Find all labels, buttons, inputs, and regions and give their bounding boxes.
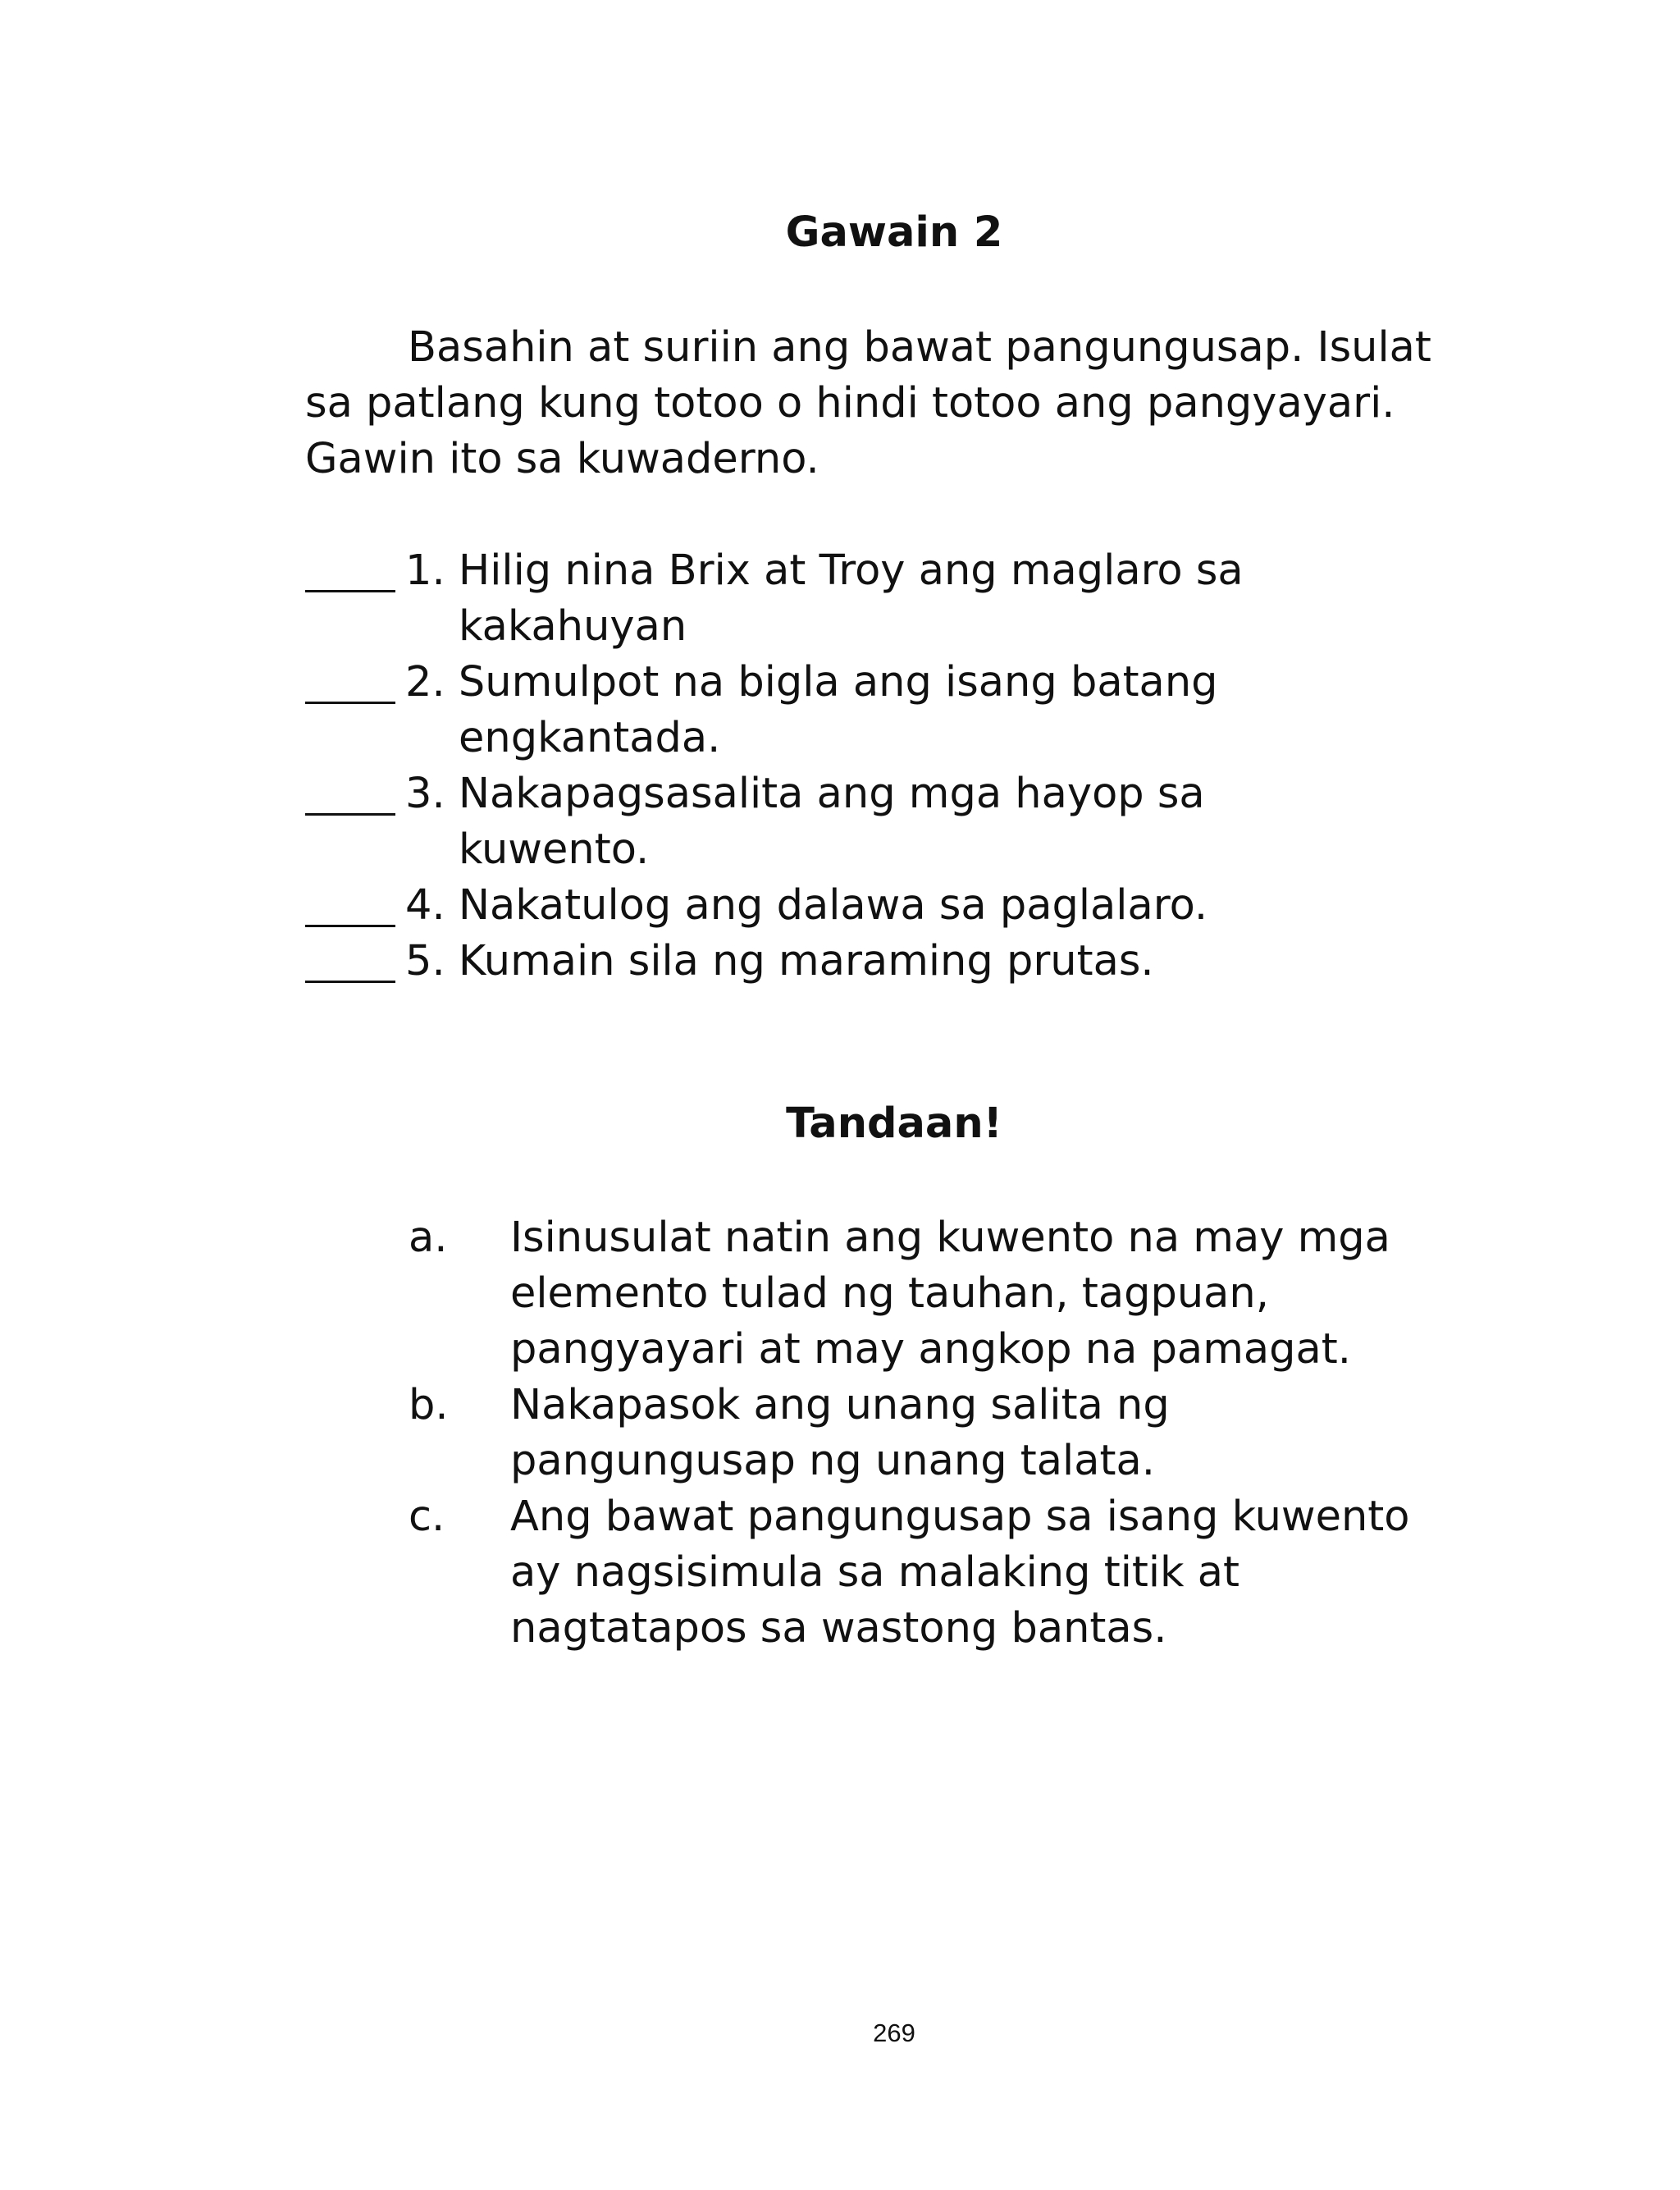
- item-text-continued: kakahuyan: [459, 602, 687, 651]
- reminder-item: [409, 1210, 1524, 1378]
- reminder-list: [409, 1210, 1524, 1657]
- activity-item: [305, 543, 1486, 655]
- activity-item-list: [305, 543, 1486, 990]
- answer-blank[interactable]: [305, 766, 395, 816]
- item-text: Nakapagsasalita ang mga hayop sa: [458, 770, 1205, 818]
- reminder-letter: c.: [409, 1493, 445, 1541]
- reminder-line: Isinusulat natin ang kuwento na may mga: [510, 1214, 1390, 1262]
- instruction-line: sa patlang kung totoo o hindi totoo ang pangyayari.: [305, 379, 1395, 427]
- item-text: Sumulpot na bigla ang isang batang: [458, 658, 1218, 706]
- reminder-line: elemento tulad ng tauhan, tagpuan,: [510, 1269, 1269, 1318]
- reminder-line: pangyayari at may angkop na pamagat.: [510, 1325, 1351, 1374]
- reminder-line: Nakapasok ang unang salita ng: [510, 1381, 1170, 1429]
- reminder-line: pangungusap ng unang talata.: [510, 1437, 1155, 1485]
- item-number: 4.: [405, 881, 445, 930]
- activity-item: [305, 655, 1486, 766]
- answer-blank[interactable]: [305, 543, 395, 592]
- item-text: Nakatulog ang dalawa sa paglalaro.: [458, 881, 1208, 930]
- activity-instructions: [305, 320, 1486, 487]
- answer-blank[interactable]: [305, 878, 395, 927]
- item-text-continued: engkantada.: [459, 714, 721, 762]
- reminder-item: [409, 1489, 1524, 1657]
- answer-blank[interactable]: [305, 934, 395, 983]
- reminder-line: ay nagsisimula sa malaking titik at: [510, 1548, 1240, 1597]
- reminder-line: nagtatapos sa wastong bantas.: [510, 1604, 1167, 1653]
- item-number: 2.: [405, 658, 445, 706]
- activity-item: [305, 878, 1486, 934]
- reminder-item: [409, 1378, 1524, 1489]
- activity-title: Gawain 2: [785, 208, 1003, 257]
- instruction-line: Gawin ito sa kuwaderno.: [305, 435, 819, 483]
- page-number: 269: [873, 2019, 915, 2047]
- item-number: 5.: [405, 937, 445, 985]
- reminder-line: Ang bawat pangungusap sa isang kuwento: [510, 1493, 1410, 1541]
- reminder-letter: b.: [409, 1381, 449, 1429]
- activity-item: [305, 766, 1486, 878]
- answer-blank[interactable]: [305, 655, 395, 704]
- instruction-line: Basahin at suriin ang bawat pangungusap. Isulat: [408, 323, 1431, 372]
- activity-item: [305, 934, 1486, 990]
- reminder-letter: a.: [409, 1214, 448, 1262]
- item-text: Kumain sila ng maraming prutas.: [458, 937, 1154, 985]
- reminder-title: Tandaan!: [786, 1100, 1002, 1148]
- item-number: 1.: [405, 546, 445, 595]
- item-text-continued: kuwento.: [459, 825, 650, 874]
- item-number: 3.: [405, 770, 445, 818]
- item-text: Hilig nina Brix at Troy ang maglaro sa: [458, 546, 1244, 595]
